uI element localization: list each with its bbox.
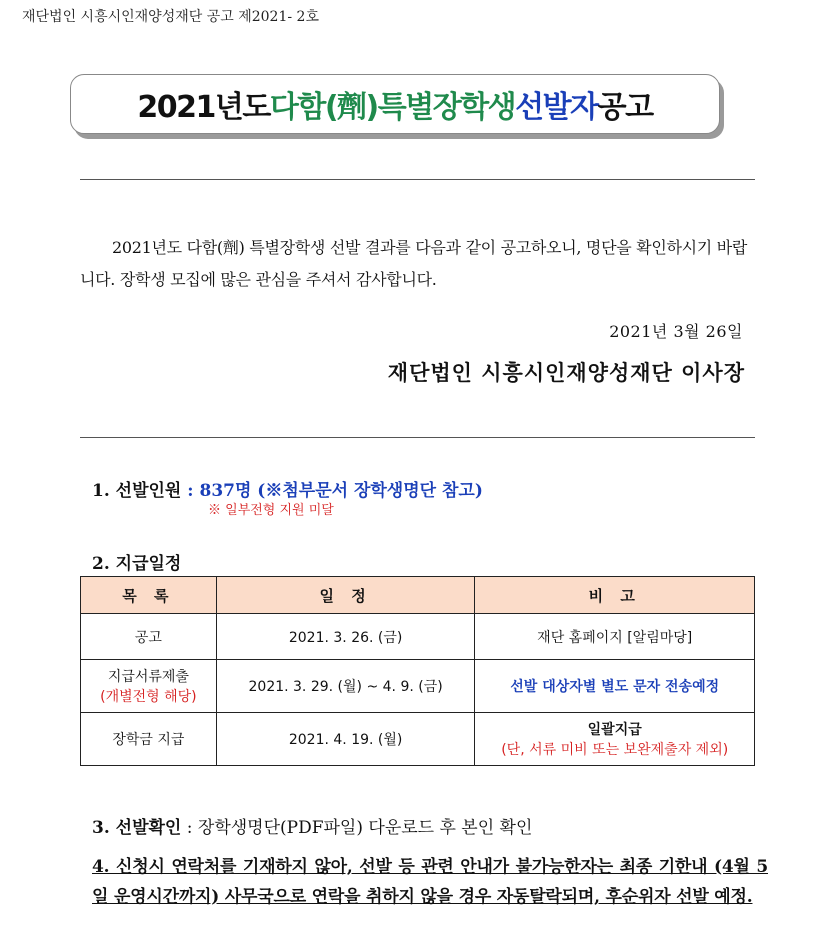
row-remark: 선발 대상자별 별도 문자 전송예정 xyxy=(475,660,755,713)
schedule-table xyxy=(80,576,755,766)
row-remark-note: (단, 서류 미비 또는 보완제출자 제외) xyxy=(501,742,729,758)
header-item: 목 록 xyxy=(81,577,217,614)
table-row xyxy=(81,660,755,713)
row-item: 장학금 지급 xyxy=(81,713,217,766)
title-scholarship: 특별장학생 xyxy=(377,90,516,125)
row-schedule: 2021. 3. 29. (월) ~ 4. 9. (금) xyxy=(216,660,475,713)
row-schedule: 2021. 3. 26. (금) xyxy=(216,614,475,660)
divider-middle xyxy=(80,437,755,438)
section1-note: ※ 일부전형 지원 미달 xyxy=(208,503,334,518)
row-schedule: 2021. 4. 19. (월) xyxy=(216,713,475,766)
row-remark-main: 일괄지급 xyxy=(587,722,642,738)
divider-top xyxy=(80,179,755,180)
header-remark: 비 고 xyxy=(475,577,755,614)
row-item-label: 지급서류제출 xyxy=(107,669,189,685)
header-schedule: 일 정 xyxy=(216,577,475,614)
section-selection-count xyxy=(92,476,483,501)
section2-label: 2. 지급일정 xyxy=(92,554,182,574)
intro-paragraph: 2021년도 다함(劑) 특별장학생 선발 결과를 다음과 같이 공고하오니, 명단을 확인하시기 바랍니다. 장학생 모집에 많은 관심을 주셔서 감사합니다. xyxy=(80,238,748,289)
row-remark xyxy=(475,713,755,766)
title-notice: 공고 xyxy=(597,90,653,125)
title-selectee: 선발자 xyxy=(515,90,598,125)
section4-text: 4. 신청시 연락처를 기재하지 않아, 선발 등 관련 안내가 불가능한자는 최종 기한내 (4월 5일 운영시간까지) 사무국으로 연락을 취하지 않을 경우 자동탈락되며, 후순위자 선발 예정. xyxy=(92,857,768,907)
row-item xyxy=(81,660,217,713)
document-number: 재단법인 시흥시인재양성재단 공고 제2021- 2호 xyxy=(22,9,319,25)
row-item: 공고 xyxy=(81,614,217,660)
title-program: 다함(劑) xyxy=(269,90,378,125)
section1-label: 1. 선발인원 xyxy=(92,481,182,501)
title-year: 2021년도 xyxy=(137,90,270,125)
section3-sep: : xyxy=(181,818,198,838)
notice-date: 2021년 3월 26일 xyxy=(609,322,743,341)
table-row xyxy=(81,614,755,660)
issuer-name: 재단법인 시흥시인재양성재단 이사장 xyxy=(387,360,745,385)
title-banner xyxy=(70,74,720,134)
section3-label: 3. 선발확인 xyxy=(92,818,182,838)
section1-value: 837명 (※첨부문서 장학생명단 참고) xyxy=(199,481,483,501)
section3-text: 장학생명단(PDF파일) 다운로드 후 본인 확인 xyxy=(197,818,533,838)
table-row xyxy=(81,713,755,766)
section-confirmation xyxy=(92,813,532,838)
section-notice-warning xyxy=(92,852,768,912)
row-item-note: (개별전형 해당) xyxy=(100,689,197,705)
row-remark: 재단 홈페이지 [알림마당] xyxy=(475,614,755,660)
table-header-row xyxy=(81,577,755,614)
section1-sep: : xyxy=(181,481,200,501)
